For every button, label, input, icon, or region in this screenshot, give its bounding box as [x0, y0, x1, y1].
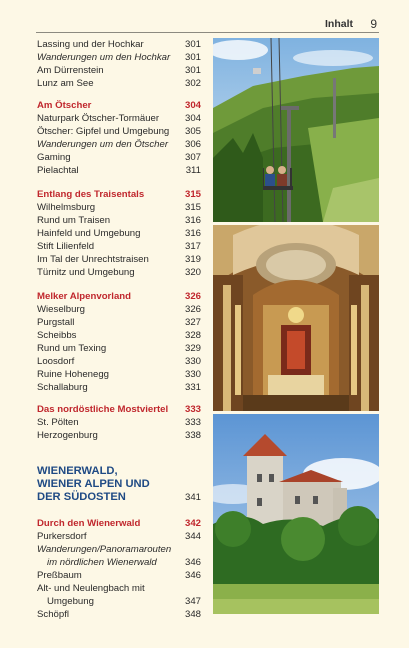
toc-entry-title: Das nordöstliche Mostviertel	[37, 404, 169, 415]
toc-entry-title: Wanderungen um den Ötscher	[37, 139, 169, 150]
toc-entry	[37, 429, 201, 442]
chapter-page-number: 341	[184, 492, 201, 503]
toc-entry	[37, 164, 201, 177]
toc-section-heading	[37, 403, 201, 416]
toc-entry-page: 317	[184, 241, 201, 252]
toc-entry-page: 315	[184, 189, 201, 200]
chapter-heading	[37, 465, 201, 504]
toc-entry	[37, 112, 201, 125]
toc-entry-title: Alt- und Neulengbach mit	[37, 583, 145, 594]
toc-entry-page: 346	[184, 570, 201, 581]
toc-entry-title: Purkersdorf	[37, 531, 87, 542]
toc-entry-title: Durch den Wienerwald	[37, 518, 141, 529]
toc-entry-page: 331	[184, 382, 201, 393]
header-title: Inhalt	[325, 18, 353, 30]
toc-entry-page: 304	[184, 113, 201, 124]
toc-entry-title: Wieselburg	[37, 304, 85, 315]
toc-entry	[37, 595, 201, 608]
toc-entry-page: 330	[184, 356, 201, 367]
toc-entry-title: im nördlichen Wienerwald	[47, 557, 157, 568]
chapter-heading-line: WIENERWALD,	[37, 465, 118, 477]
toc-entry-title: Lunz am See	[37, 78, 94, 89]
toc-entry-page: 301	[184, 65, 201, 76]
toc-entry-title: Hainfeld und Umgebung	[37, 228, 141, 239]
toc-entry-page: 302	[184, 78, 201, 89]
toc-entry-page: 301	[184, 52, 201, 63]
toc-entry-title: Gaming	[37, 152, 71, 163]
toc-entry-title: Wilhelmsburg	[37, 202, 96, 213]
toc-entry	[37, 303, 201, 316]
toc-entry-title: Wanderungen um den Hochkar	[37, 52, 171, 63]
toc-entry-page: 328	[184, 330, 201, 341]
toc-entry-page: 348	[184, 609, 201, 620]
toc-entry	[37, 266, 201, 279]
toc-entry	[37, 530, 201, 543]
toc-entry-title: Preßbaum	[37, 570, 82, 581]
toc-entry-title: Im Tal der Unrechtstraisen	[37, 254, 149, 265]
toc-entry	[37, 556, 201, 569]
toc-entry	[37, 543, 201, 556]
page-number: 9	[370, 17, 377, 31]
toc-entry-title: Entlang des Traisentals	[37, 189, 145, 200]
toc-entry-title: Melker Alpenvorland	[37, 291, 132, 302]
toc-entry-page: 329	[184, 343, 201, 354]
toc-entry-page: 330	[184, 369, 201, 380]
toc-entry	[37, 569, 201, 582]
toc-entry	[37, 381, 201, 394]
toc-entry-title: Rund um Texing	[37, 343, 107, 354]
toc-entry-title: Türnitz und Umgebung	[37, 267, 135, 278]
toc-entry	[37, 342, 201, 355]
toc-entry-title: Wanderungen/Panoramarouten	[37, 544, 172, 555]
toc-entry	[37, 125, 201, 138]
page-header	[36, 14, 379, 33]
toc-entry	[37, 51, 201, 64]
toc-entry-title: Stift Lilienfeld	[37, 241, 95, 252]
toc-entry-title: Umgebung	[47, 596, 94, 607]
toc-entry-page: 333	[184, 417, 201, 428]
toc-entry-page: 306	[184, 139, 201, 150]
toc-entry	[37, 240, 201, 253]
toc-entry-page: 315	[184, 202, 201, 213]
toc-entry	[37, 582, 201, 595]
toc-entry	[37, 151, 201, 164]
toc-entry-title: Lassing und der Hochkar	[37, 39, 144, 50]
photo-church-interior	[213, 225, 379, 411]
toc-entry-page: 320	[184, 267, 201, 278]
toc-entry-page: 327	[184, 317, 201, 328]
toc-entry-page: 346	[184, 557, 201, 568]
toc-entry-title: Schallaburg	[37, 382, 88, 393]
toc-entry-page: 342	[184, 518, 201, 529]
toc-entry-title: Purgstall	[37, 317, 75, 328]
toc-entry-page: 344	[184, 531, 201, 542]
toc-entry-title: Am Ötscher	[37, 100, 92, 111]
toc-entry-page: 338	[184, 430, 201, 441]
toc-entry	[37, 138, 201, 151]
toc-section-heading	[37, 99, 201, 112]
toc-entry-page: 304	[184, 100, 201, 111]
toc-entry	[37, 38, 201, 51]
toc-entry-title: Ötscher: Gipfel und Umgebung	[37, 126, 170, 137]
toc-entry-title: Scheibbs	[37, 330, 77, 341]
toc-entry-page: 316	[184, 228, 201, 239]
toc-entry	[37, 201, 201, 214]
toc-section-heading	[37, 290, 201, 303]
toc-entry-page: 311	[185, 165, 201, 176]
photo-castle	[213, 414, 379, 614]
toc-entry	[37, 253, 201, 266]
toc-section-heading	[37, 188, 201, 201]
toc-entry-title: Rund um Traisen	[37, 215, 111, 226]
toc-entry-title: Herzogenburg	[37, 430, 98, 441]
toc-entry	[37, 368, 201, 381]
toc-entry-title: St. Pölten	[37, 417, 79, 428]
toc-entry-page: 307	[184, 152, 201, 163]
toc-entry-page: 326	[184, 304, 201, 315]
toc-entry	[37, 64, 201, 77]
toc-entry	[37, 355, 201, 368]
chapter-heading-line: DER SÜDOSTEN	[37, 491, 126, 503]
toc-entry	[37, 227, 201, 240]
toc-entry	[37, 416, 201, 429]
toc-entry-title: Loosdorf	[37, 356, 75, 367]
toc-entry	[37, 329, 201, 342]
toc-entry	[37, 608, 201, 621]
toc-entry-page: 326	[184, 291, 201, 302]
toc-entry-title: Schöpfl	[37, 609, 69, 620]
toc-entry-title: Pielachtal	[37, 165, 79, 176]
toc-entry-page: 333	[184, 404, 201, 415]
toc-entry-page: 305	[184, 126, 201, 137]
toc-entry-title: Am Dürrenstein	[37, 65, 104, 76]
toc-entry-title: Ruine Hohenegg	[37, 369, 110, 380]
chapter-heading-line: WIENER ALPEN UND	[37, 478, 150, 490]
toc-entry-page: 316	[184, 215, 201, 226]
toc-entry	[37, 316, 201, 329]
toc-entry-page: 301	[184, 39, 201, 50]
toc-section-heading	[37, 517, 201, 530]
toc-entry-title: Naturpark Ötscher-Tormäuer	[37, 113, 160, 124]
photo-chairlift	[213, 38, 379, 222]
toc-entry	[37, 77, 201, 90]
toc-entry-page: 319	[184, 254, 201, 265]
toc-entry	[37, 214, 201, 227]
toc-entry-page: 347	[184, 596, 201, 607]
